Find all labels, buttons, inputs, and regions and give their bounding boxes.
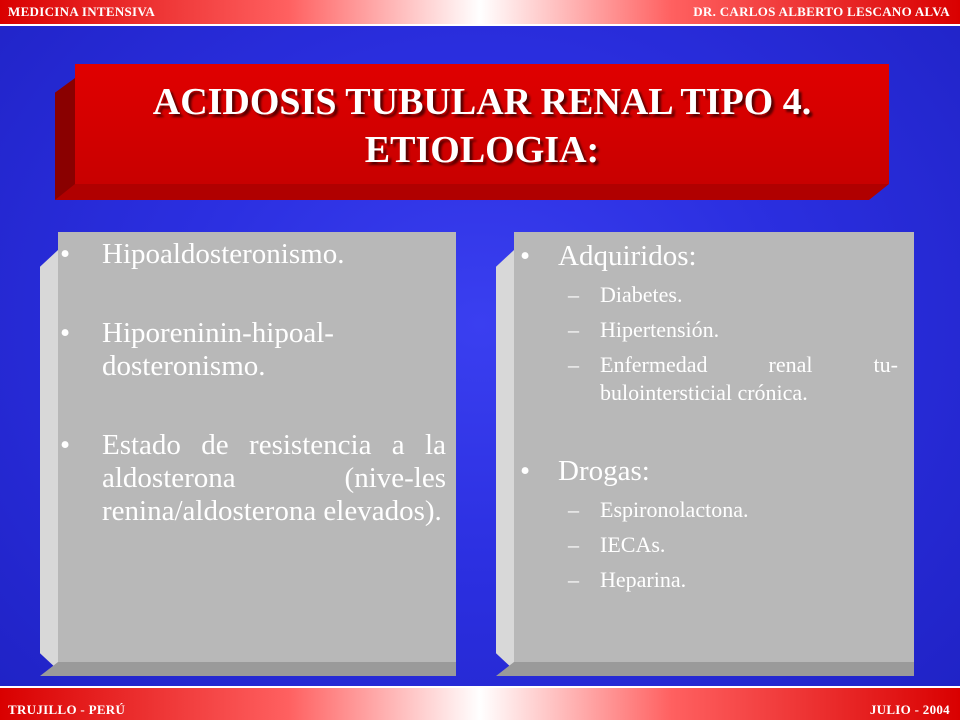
sub-list-item	[518, 531, 898, 559]
sub-list	[518, 496, 898, 594]
bullet-icon: •	[520, 240, 531, 272]
dash-icon: –	[568, 352, 579, 377]
footer-right-text: JULIO - 2004	[869, 702, 950, 717]
dash-icon: –	[568, 532, 579, 557]
dash-icon: –	[568, 567, 579, 592]
sub-list-item-text: Heparina.	[600, 567, 687, 592]
title-block-side	[55, 78, 75, 200]
right-panel-content	[518, 238, 898, 594]
sub-list-item	[518, 496, 898, 524]
dash-icon: –	[568, 497, 579, 522]
list-item-text: Estado de resistencia a la aldosterona (nive-les renina/aldosterona elevados).	[102, 429, 446, 527]
header-left-text: MEDICINA INTENSIVA	[8, 4, 156, 19]
title-block-bottom	[55, 184, 889, 200]
sub-list-item	[518, 316, 898, 344]
left-panel-side	[40, 250, 58, 670]
dash-icon: –	[568, 282, 579, 307]
sub-list-item-text: Hipertensión.	[600, 317, 720, 342]
list-item-text: Hipoaldosteronismo.	[102, 238, 345, 270]
group-heading-text: Drogas:	[558, 455, 650, 487]
list-item-text: Hiporeninin-hipoal-dosteronismo.	[102, 317, 334, 382]
slide-title-line2: ETIOLOGIA:	[364, 129, 600, 171]
sub-list-item-text: Enfermedad renal tu-bulointersticial crónica.	[600, 352, 898, 405]
list-item	[60, 238, 446, 271]
bullet-icon: •	[520, 455, 531, 487]
header-right-text: DR. CARLOS ALBERTO LESCANO ALVA	[693, 4, 950, 19]
header-band	[0, 0, 960, 26]
bullet-icon: •	[60, 317, 71, 349]
list-item	[60, 429, 446, 528]
slide-title-line1: ACIDOSIS TUBULAR RENAL TIPO 4.	[152, 81, 812, 123]
right-panel-side	[496, 250, 514, 670]
sub-list-item	[518, 281, 898, 309]
dash-icon: –	[568, 317, 579, 342]
sub-list-item	[518, 351, 898, 407]
title-block	[55, 64, 889, 200]
list-item	[60, 317, 446, 383]
slide-title	[75, 78, 889, 174]
sub-list-item	[518, 566, 898, 594]
left-panel-content	[60, 238, 446, 528]
bullet-icon: •	[60, 429, 71, 461]
footer-band	[0, 686, 960, 720]
sub-list-item-text: Espironolactona.	[600, 497, 749, 522]
group-heading	[518, 238, 898, 274]
group-heading	[518, 453, 898, 489]
left-panel-bottom	[40, 662, 456, 676]
sub-list-item-text: Diabetes.	[600, 282, 683, 307]
sub-list	[518, 281, 898, 407]
group-heading-text: Adquiridos:	[558, 240, 697, 272]
footer-left-text: TRUJILLO - PERÚ	[8, 702, 126, 717]
sub-list-item-text: IECAs.	[600, 532, 666, 557]
bullet-icon: •	[60, 238, 71, 270]
right-panel-bottom	[496, 662, 914, 676]
